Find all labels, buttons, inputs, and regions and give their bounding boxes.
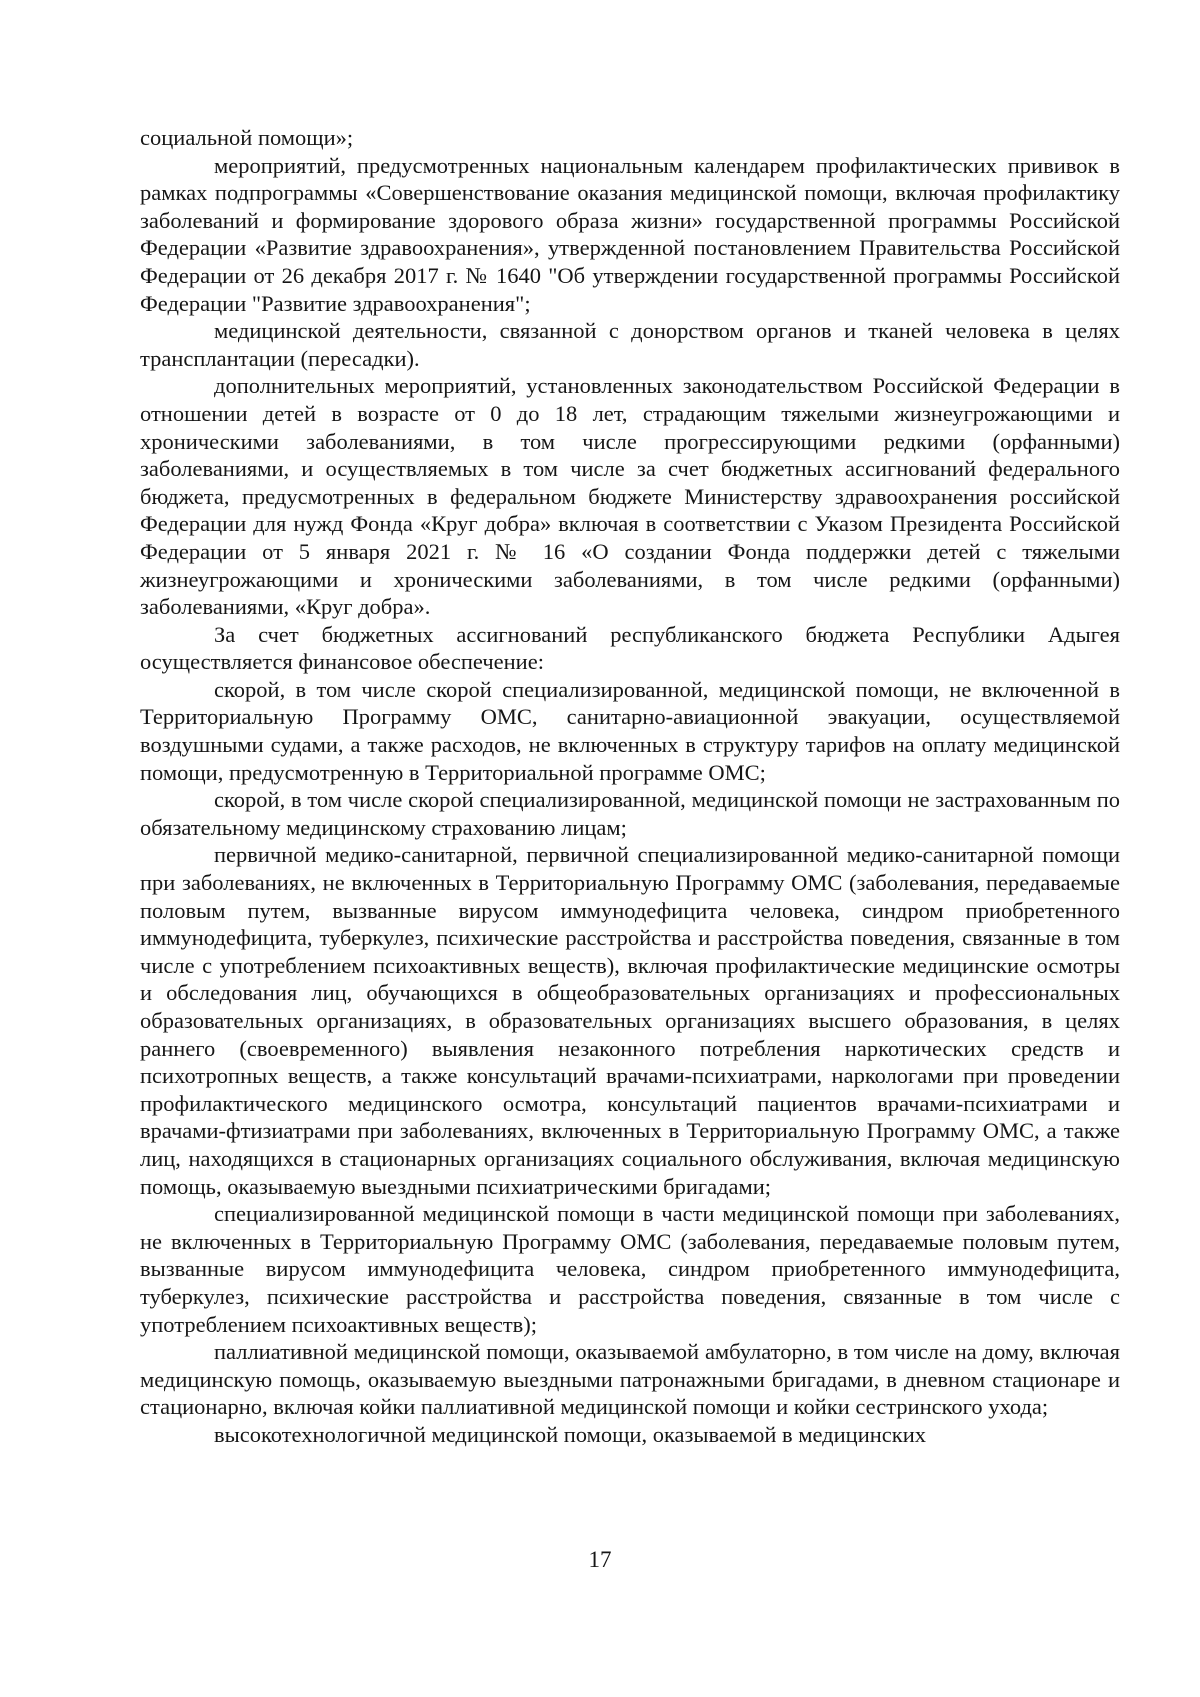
paragraph: специализированной медицинской помощи в части медицинской помощи при заболеваниях, не включенных в Территориальную Программу ОМС (заболевания, передаваемые половым путем, вызванные вирусом иммунодефицита человека, синдром приобретенного иммунодефицита, туберкулез, психические расстройства и расстройства поведения, связанные в том числе с употреблением психоактивных веществ);	[140, 1201, 1120, 1337]
paragraph: паллиативной медицинской помощи, оказываемой амбулаторно, в том числе на дому, включая медицинскую помощь, оказываемую выездными патронажными бригадами, в дневном стационаре и стационарно, включая койки паллиативной медицинской помощи и койки сестринского ухода;	[140, 1339, 1120, 1420]
paragraph: медицинской деятельности, связанной с донорством органов и тканей человека в целях трансплантации (пересадки).	[140, 318, 1120, 371]
paragraph: высокотехнологичной медицинской помощи, оказываемой в медицинских	[214, 1421, 926, 1447]
paragraph: социальной помощи»;	[140, 125, 354, 150]
document-body	[140, 124, 1120, 1449]
paragraph: первичной медико-санитарной, первичной специализированной медико-санитарной помощи при заболеваниях, не включенных в Территориальную Программу ОМС (заболевания, передаваемые половым путем, вызванные вирусом иммунодефицита человека, синдром приобретенного иммунодефицита, туберкулез, психические расстройства и расстройства поведения, связанные в том числе с употреблением психоактивных веществ), включая профилактические медицинские осмотры и обследования лиц, обучающихся в общеобразовательных организациях и профессиональных образовательных организациях, в образовательных организациях высшего образования, в целях раннего (своевременного) выявления незаконного потребления наркотических средств и психотропных веществ, а также консультаций врачами-психиатрами, наркологами при проведении профилактического медицинского осмотра, консультаций пациентов врачами-психиатрами и врачами-фтизиатрами при заболеваниях, включенных в Территориальную Программу ОМС, а также лиц, находящихся в стационарных организациях социального обслуживания, включая медицинскую помощь, оказываемую выездными психиатрическими бригадами;	[140, 842, 1120, 1199]
paragraph: мероприятий, предусмотренных национальным календарем профилактических прививок в рамках подпрограммы «Совершенствование оказания медицинской помощи, включая профилактику заболеваний и формирование здорового образа жизни» государственной программы Российской Федерации «Развитие здравоохранения», утвержденной постановлением Правительства Российской Федерации от 26 декабря 2017 г. № 1640 "Об утверждении государственной программы Российской Федерации "Развитие здравоохранения";	[140, 152, 1120, 316]
paragraph: За счет бюджетных ассигнований республиканского бюджета Республики Адыгея осуществляется финансовое обеспечение:	[140, 621, 1120, 675]
paragraph: скорой, в том числе скорой специализированной, медицинской помощи, не включенной в Территориальную Программу ОМС, санитарно-авиационной эвакуации, осуществляемой воздушными судами, а также расходов, не включенных в структуру тарифов на оплату медицинской помощи, предусмотренную в Территориальной программе ОМС;	[140, 676, 1120, 785]
paragraph: дополнительных мероприятий, установленных законодательством Российской Федерации в отношении детей в возрасте от 0 до 18 лет, страдающим тяжелыми жизнеугрожающими и хроническими заболеваниями, в том числе прогрессирующими редкими (орфанными) заболеваниями, и осуществляемых в том числе за счет бюджетных ассигнований федерального бюджета, предусмотренных в федеральном бюджете Министерству здравоохранения российской Федерации для нужд Фонда «Круг добра» включая в соответствии с Указом Президента Российской Федерации от 5 января 2021 г. № 16 «О создании Фонда поддержки детей с тяжелыми жизнеугрожающими и хроническими заболеваниями, в том числе редкими (орфанными) заболеваниями, «Круг добра».	[140, 373, 1120, 620]
paragraph: скорой, в том числе скорой специализированной, медицинской помощи не застрахованным по обязательному медицинскому страхованию лицам;	[140, 787, 1120, 840]
page-number: 17	[588, 1547, 612, 1572]
